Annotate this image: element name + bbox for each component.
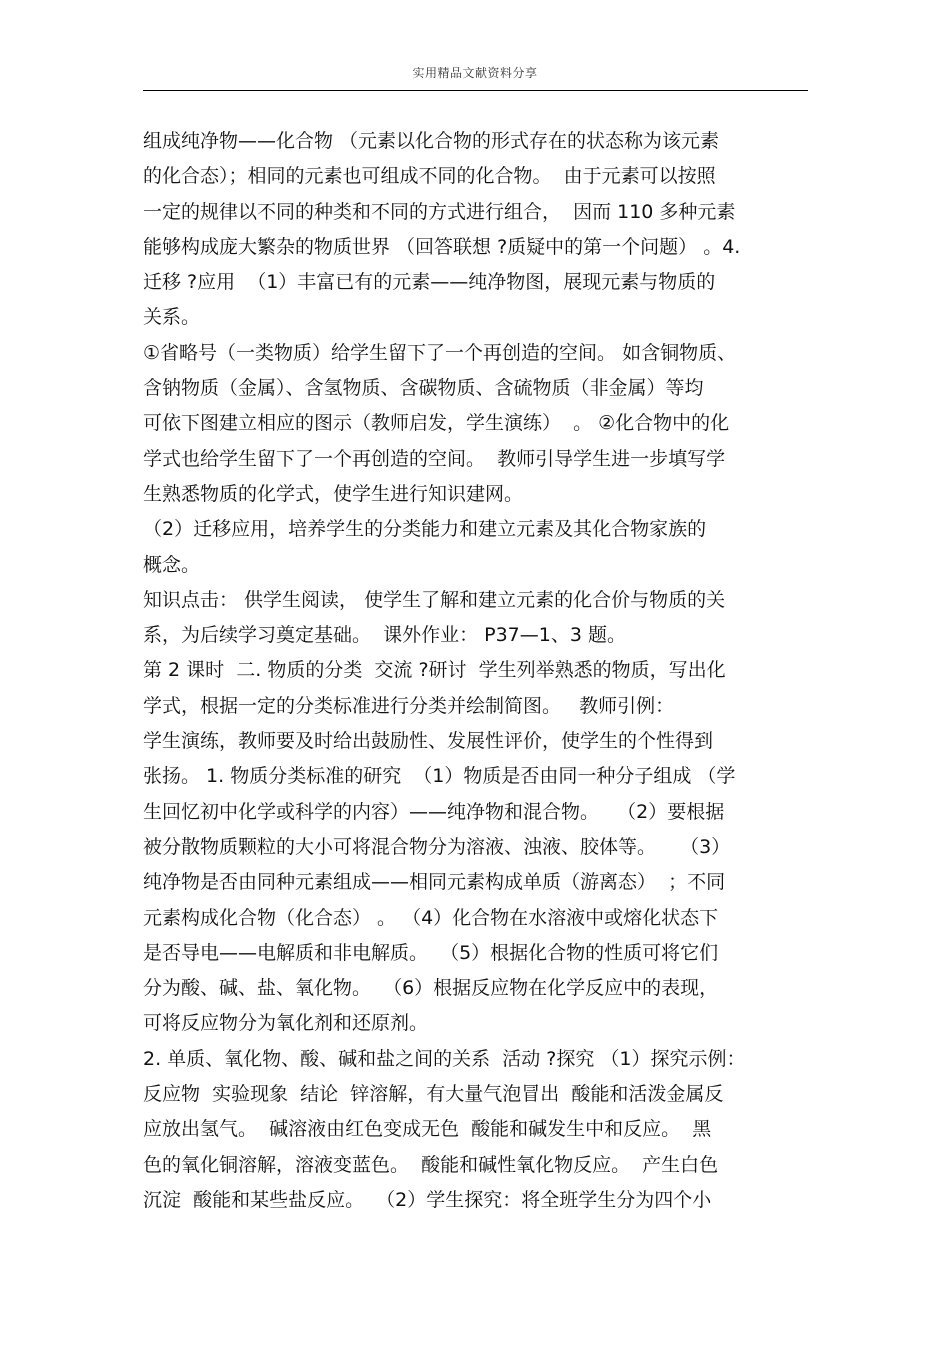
text-line: 一定的规律以不同的种类和不同的方式进行组合， 因而 110 多种元素 [143,200,736,223]
text-line: 第 2 课时 二. 物质的分类 交流 ?研讨 学生列举熟悉的物质，写出化 [143,659,726,682]
text-line: 学式也给学生留下了一个再创造的空间。 教师引导学生进一步填写学 [143,447,726,470]
text-line: 的化合态）；相同的元素也可组成不同的化合物。 由于元素可以按照 [143,165,716,188]
text-line: 迁移 ?应用 （1）丰富已有的元素——纯净物图，展现元素与物质的 [143,271,716,294]
text-line: 能够构成庞大繁杂的物质世界 （回答联想 ?质疑中的第一个问题） 。4. [143,235,741,258]
text-line: 含钠物质（金属）、含氢物质、含碳物质、含硫物质（非金属）等均 [143,377,704,400]
text-line: 元素构成化合物（化合态） 。 （4）化合物在水溶液中或熔化状态下 [143,906,719,929]
text-line: 2. 单质、氧化物、酸、碱和盐之间的关系 活动 ?探究 （1）探究示例： [143,1047,746,1070]
text-line: 系，为后续学习奠定基础。 课外作业： P37—1、3 题。 [143,624,626,647]
document-body [143,124,808,1218]
text-line: 组成纯净物——化合物 （元素以化合物的形式存在的状态称为该元素 [143,130,720,152]
text-line: 学生演练，教师要及时给出鼓励性、发展性评价，使学生的个性得到 [143,730,714,753]
text-line: 知识点击： 供学生阅读， 使学生了解和建立元素的化合价与物质的关 [143,588,726,611]
page-header: 实用精品文献资料分享 [412,66,538,80]
text-line: 可将反应物分为氧化剂和还原剂。 [143,1012,429,1035]
text-line: 反应物 实验现象 结论 锌溶解，有大量气泡冒出 酸能和活泼金属反 [143,1083,724,1106]
text-line: 是否导电——电解质和非电解质。 （5）根据化合物的性质可将它们 [143,941,719,964]
text-line: 被分散物质颗粒的大小可将混合物分为溶液、浊液、胶体等。 （3） [143,835,731,858]
text-line: 分为酸、碱、盐、氧化物。 （6）根据反应物在化学反应中的表现， [143,977,719,1000]
text-line: 生回忆初中化学或科学的内容）——纯净物和混合物。 （2）要根据 [143,800,725,823]
text-line: （2）迁移应用，培养学生的分类能力和建立元素及其化合物家族的 [143,518,707,541]
text-line: 学式，根据一定的分类标准进行分类并绘制简图。 教师引例： [143,694,675,717]
text-line: ①省略号（一类物质）给学生留下了一个再创造的空间。 如含铜物质、 [143,341,737,364]
text-line: 关系。 [143,306,201,329]
text-line: 纯净物是否由同种元素组成——相同元素构成单质（游离态） ；不同 [143,871,726,894]
text-line: 应放出氢气。 碱溶液由红色变成无色 酸能和碱发生中和反应。 黑 [143,1118,712,1141]
text-line: 张扬。 1. 物质分类标准的研究 （1）物质是否由同一种分子组成 （学 [143,765,736,788]
text-line: 可依下图建立相应的图示（教师启发，学生演练） 。 ②化合物中的化 [143,412,730,435]
text-line: 概念。 [143,553,201,576]
header-divider [143,90,808,91]
text-line: 沉淀 酸能和某些盐反应。 （2）学生探究：将全班学生分为四个小 [143,1188,712,1211]
text-line: 色的氧化铜溶解，溶液变蓝色。 酸能和碱性氧化物反应。 产生白色 [143,1153,719,1176]
text-line: 生熟悉物质的化学式，使学生进行知识建网。 [143,482,524,505]
